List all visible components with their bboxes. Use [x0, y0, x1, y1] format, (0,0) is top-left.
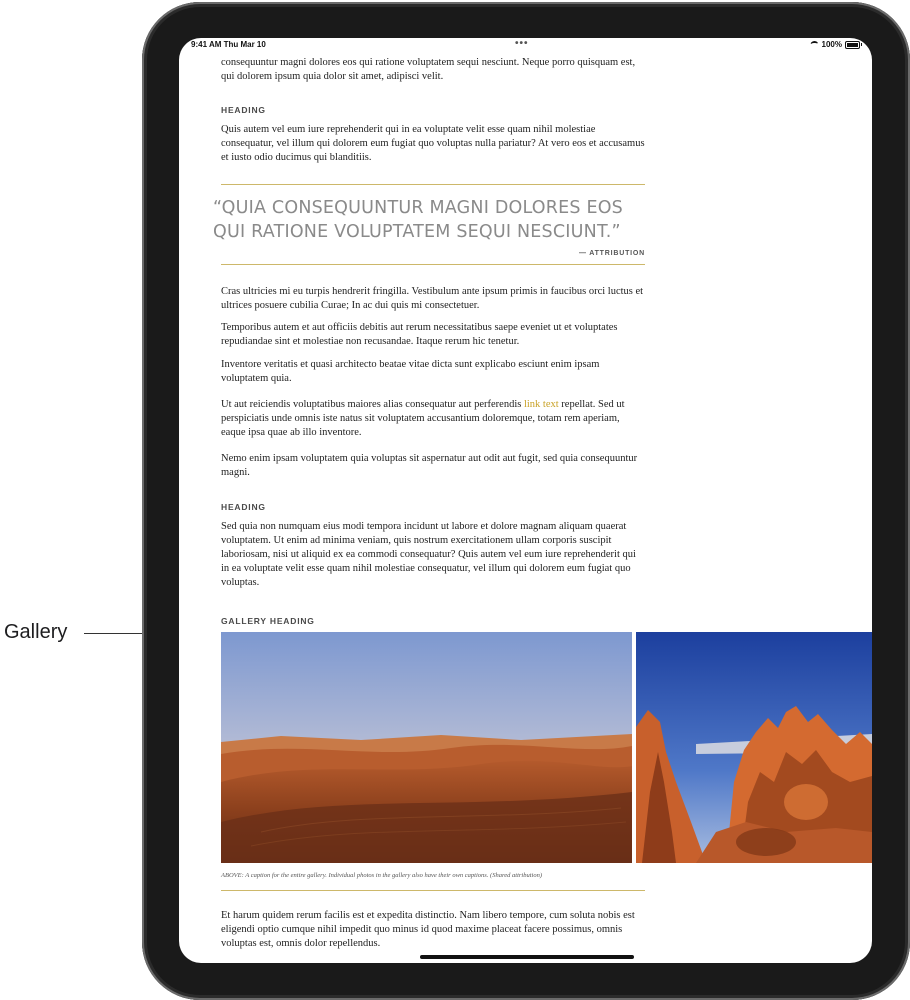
section-heading-2: HEADING	[221, 502, 266, 512]
pullquote-bottom-rule	[221, 264, 645, 265]
gallery-heading: GALLERY HEADING	[221, 616, 315, 626]
battery-tip-icon	[861, 43, 862, 46]
rock-formation-image	[636, 632, 872, 863]
paragraph-7: Sed quia non numquam eius modi tempora incidunt ut labore et dolore magnam aliquam quaerat voluptatem. Ut enim ad minima veniam, quis nostrum exercitationem ullam corporis suscipit laboriosam, nisi ut aliquid ex ea commodi consequatur? Quis autem vel eum iure reprehenderit qui in ea voluptate velit esse quam nihil molestiae consequatur, vel illum qui dolorem eum fugiat quo voluptas.	[221, 521, 636, 588]
paragraph-6: Nemo enim ipsam voluptatem quia voluptas sit aspernatur aut odit aut fugit, sed quia consequuntur magni.	[221, 453, 638, 478]
section-heading-1: HEADING	[221, 105, 266, 115]
battery-icon	[845, 41, 860, 49]
paragraph-1: Quis autem vel eum iure reprehenderit qui in ea voluptate velit esse quam nihil molestiae consequatur, vel illum qui dolorem eum fugiat quo voluptas nulla pariatur? At vero eos et accusamus et iusto odio ducimus qui blanditiis.	[221, 124, 645, 163]
paragraph-5	[221, 398, 645, 440]
multitasking-dots-icon[interactable]: •••	[515, 38, 529, 49]
gallery-photo-desert[interactable]	[221, 632, 632, 863]
desert-dunes-image	[221, 632, 632, 863]
gallery-photo-rocks[interactable]	[636, 632, 872, 863]
paragraph-5-text: Ut aut reiciendis voluptatibus maiores alias consequatur aut perferendis	[221, 399, 524, 410]
battery-percent: 100%	[821, 40, 842, 49]
status-right	[810, 40, 862, 49]
paragraph-4: Inventore veritatis et quasi architecto beatae vitae dicta sunt explicabo esciunt enim ipsam voluptatem quia.	[221, 359, 600, 384]
gallery-callout-label: Gallery	[4, 621, 68, 643]
pullquote-top-rule	[221, 184, 645, 185]
status-bar	[179, 38, 872, 54]
pullquote-attribution: — ATTRIBUTION	[578, 250, 645, 257]
intro-paragraph: consequuntur magni dolores eos qui ratione voluptatem sequi nesciunt. Neque porro quisquam est, qui dolorem ipsum quia dolor sit amet, adipisci velit.	[221, 57, 636, 82]
ipad-screen	[179, 38, 872, 963]
gallery-caption: ABOVE: A caption for the entire gallery. Individual photos in the gallery also have their own captions. (Shared attribution)	[221, 872, 542, 879]
inline-link[interactable]: link text	[523, 399, 559, 410]
home-indicator[interactable]	[420, 955, 634, 959]
caption-rule	[221, 890, 645, 891]
status-time: 9:41 AM Thu Mar 10	[191, 40, 266, 49]
paragraph-5-text-end: repellat. Sed ut perspiciatis unde omnis iste natus sit voluptatem accusantium doloremque, totam rem aperiam, eaque ipsa quae ab illo inventore.	[221, 399, 625, 438]
paragraph-3: Temporibus autem et aut officiis debitis aut rerum necessitatibus saepe eveniet ut et voluptates repudiandae sint et molestiae non recusandae. Itaque rerum hic tenetur.	[221, 322, 618, 347]
paragraph-8: Et harum quidem rerum facilis est et expedita distinctio. Nam libero tempore, cum soluta nobis est eligendi optio cumque nihil impedit quo minus id quod maxime placeat facere possimus, omnis voluptas est, omnis dolor repellendus.	[221, 910, 635, 949]
paragraph-2: Cras ultricies mi eu turpis hendrerit fringilla. Vestibulum ante ipsum primis in faucibus orci luctus et ultrices posuere cubilia Curae; In ac dui quis mi consectetuer.	[221, 286, 644, 311]
pullquote: “QUIA CONSEQUUNTUR MAGNI DOLORES EOS QUI RATIONE VOLUPTATEM SEQUI NESCIUNT.”	[213, 198, 623, 242]
wifi-icon	[810, 41, 819, 48]
